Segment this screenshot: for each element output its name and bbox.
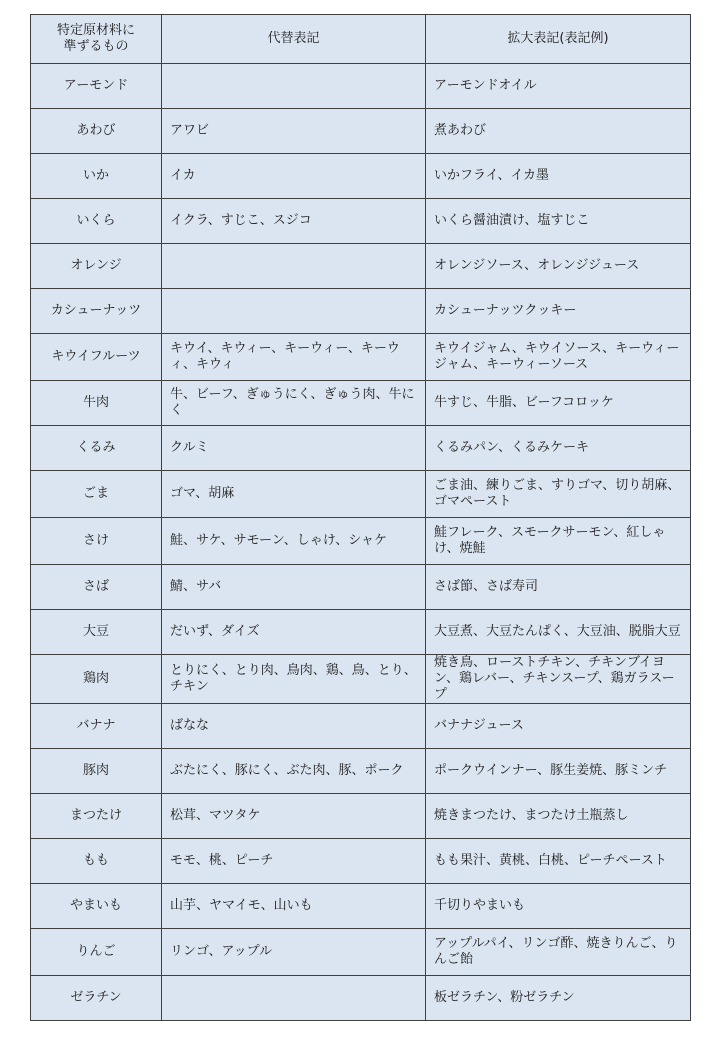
alternative-notation: だいず、ダイズ <box>162 610 426 655</box>
extended-notation: カシューナッツクッキー <box>426 289 691 334</box>
alternative-notation <box>162 976 426 1021</box>
ingredient-name: あわび <box>31 109 162 154</box>
ingredient-name: まつたけ <box>31 794 162 839</box>
extended-notation: 牛すじ、牛脂、ビーフコロッケ <box>426 381 691 426</box>
extended-notation: 鮭フレーク、スモークサーモン、紅しゃけ、焼鮭 <box>426 518 691 565</box>
header-ingredient-line2: 準ずるもの <box>63 39 129 54</box>
ingredient-name: りんご <box>31 929 162 976</box>
extended-notation: キウイジャム、キウイソース、キーウィージャム、キーウィーソース <box>426 334 691 381</box>
ingredient-name: ごま <box>31 471 162 518</box>
alternative-notation: イカ <box>162 154 426 199</box>
alternative-notation: アワビ <box>162 109 426 154</box>
extended-notation: ごま油、練りごま、すりゴマ、切り胡麻、ゴマペースト <box>426 471 691 518</box>
ingredient-name: 牛肉 <box>31 381 162 426</box>
alternative-notation: キウイ、キウィー、キーウィー、キーウィ、キウィ <box>162 334 426 381</box>
ingredient-name: 大豆 <box>31 610 162 655</box>
alternative-notation: 松茸、マツタケ <box>162 794 426 839</box>
ingredient-name: いくら <box>31 199 162 244</box>
extended-notation: いくら醤油漬け、塩すじこ <box>426 199 691 244</box>
table-row <box>31 655 691 704</box>
table-body <box>31 64 691 1021</box>
extended-notation: 煮あわび <box>426 109 691 154</box>
table-row <box>31 381 691 426</box>
alternative-notation: 牛、ビーフ、ぎゅうにく、ぎゅう肉、牛にく <box>162 381 426 426</box>
ingredient-name: くるみ <box>31 426 162 471</box>
ingredient-name: キウイフルーツ <box>31 334 162 381</box>
header-row <box>31 15 691 64</box>
table-row <box>31 976 691 1021</box>
extended-notation: いかフライ、イカ墨 <box>426 154 691 199</box>
ingredient-name: 豚肉 <box>31 749 162 794</box>
alternative-notation: モモ、桃、ピーチ <box>162 839 426 884</box>
ingredient-name: カシューナッツ <box>31 289 162 334</box>
header-ingredient <box>31 15 162 64</box>
alternative-notation: ゴマ、胡麻 <box>162 471 426 518</box>
table-row <box>31 610 691 655</box>
ingredient-name: バナナ <box>31 704 162 749</box>
table-row <box>31 749 691 794</box>
alternative-notation: 鯖、サバ <box>162 565 426 610</box>
extended-notation: バナナジュース <box>426 704 691 749</box>
ingredient-name: さば <box>31 565 162 610</box>
table-row <box>31 64 691 109</box>
extended-notation: 板ゼラチン、粉ゼラチン <box>426 976 691 1021</box>
alternative-notation <box>162 64 426 109</box>
ingredient-name: さけ <box>31 518 162 565</box>
extended-notation: くるみパン、くるみケーキ <box>426 426 691 471</box>
header-extended: 拡大表記(表記例) <box>426 15 691 64</box>
table-row <box>31 334 691 381</box>
table-row <box>31 704 691 749</box>
table-row <box>31 929 691 976</box>
table-row <box>31 154 691 199</box>
alternative-notation: ばなな <box>162 704 426 749</box>
header-alternative: 代替表記 <box>162 15 426 64</box>
extended-notation: アップルパイ、リンゴ酢、焼きりんご、りんご飴 <box>426 929 691 976</box>
ingredient-name: アーモンド <box>31 64 162 109</box>
table-row <box>31 565 691 610</box>
alternative-notation: 山芋、ヤマイモ、山いも <box>162 884 426 929</box>
ingredient-name: オレンジ <box>31 244 162 289</box>
table-row <box>31 839 691 884</box>
alternative-notation <box>162 244 426 289</box>
extended-notation: さば節、さば寿司 <box>426 565 691 610</box>
extended-notation: 千切りやまいも <box>426 884 691 929</box>
extended-notation: オレンジソース、オレンジジュース <box>426 244 691 289</box>
table-row <box>31 426 691 471</box>
extended-notation: 焼き鳥、ローストチキン、チキンブイヨン、鶏レバー、チキンスープ、鶏ガラスープ <box>426 655 691 704</box>
table-row <box>31 289 691 334</box>
table-row <box>31 794 691 839</box>
alternative-notation: イクラ、すじこ、スジコ <box>162 199 426 244</box>
extended-notation: アーモンドオイル <box>426 64 691 109</box>
alternative-notation: リンゴ、アップル <box>162 929 426 976</box>
alternative-notation: クルミ <box>162 426 426 471</box>
allergen-table <box>30 14 691 1021</box>
alternative-notation <box>162 289 426 334</box>
ingredient-name: 鶏肉 <box>31 655 162 704</box>
header-ingredient-line1: 特定原材料に <box>56 23 135 38</box>
extended-notation: ポークウインナー、豚生姜焼、豚ミンチ <box>426 749 691 794</box>
extended-notation: 大豆煮、大豆たんぱく、大豆油、脱脂大豆 <box>426 610 691 655</box>
ingredient-name: もも <box>31 839 162 884</box>
ingredient-name: いか <box>31 154 162 199</box>
extended-notation: もも果汁、黄桃、白桃、ピーチペースト <box>426 839 691 884</box>
alternative-notation: とりにく、とり肉、鳥肉、鶏、鳥、とり、チキン <box>162 655 426 704</box>
table-row <box>31 199 691 244</box>
ingredient-name: ゼラチン <box>31 976 162 1021</box>
alternative-notation: ぶたにく、豚にく、ぶた肉、豚、ポーク <box>162 749 426 794</box>
extended-notation: 焼きまつたけ、まつたけ土瓶蒸し <box>426 794 691 839</box>
table-row <box>31 109 691 154</box>
table-row <box>31 518 691 565</box>
table-row <box>31 471 691 518</box>
alternative-notation: 鮭、サケ、サモーン、しゃけ、シャケ <box>162 518 426 565</box>
ingredient-name: やまいも <box>31 884 162 929</box>
table-row <box>31 884 691 929</box>
table-row <box>31 244 691 289</box>
